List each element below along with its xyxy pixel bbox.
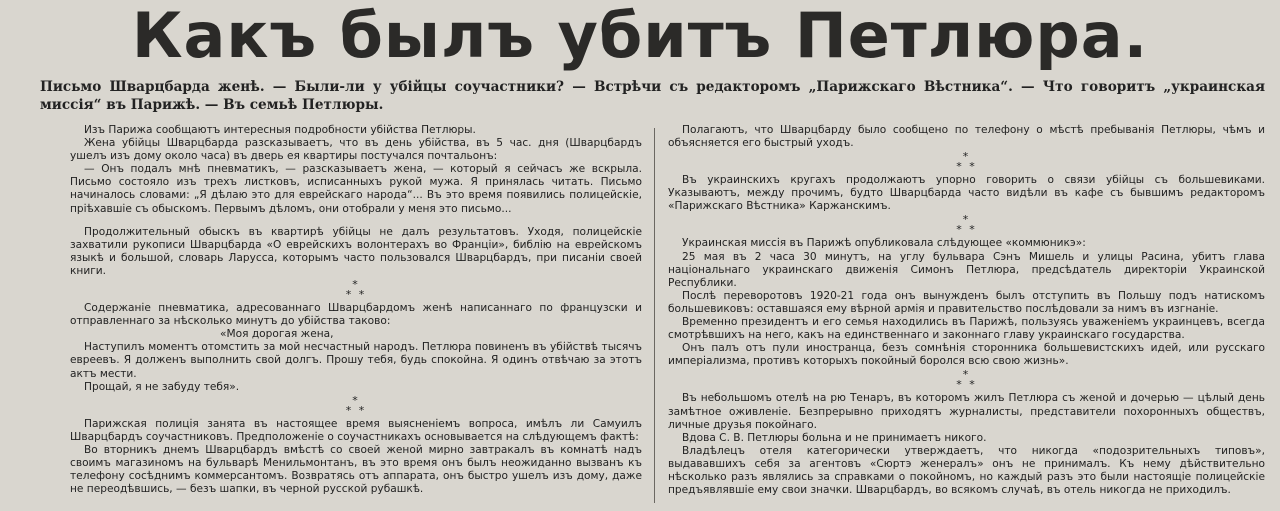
headline: Какъ былъ убитъ Петлюра. <box>131 0 1149 72</box>
article-paragraph: Вдова С. В. Петлюры больна и не принимаетъ никого. <box>682 431 987 444</box>
article-paragraph: Содержаніе пневматика, адресованнаго Шварцбардомъ женѣ написаннаго по французски и отправленнаго за нѣсколько минутъ до убійства таково: <box>70 302 642 328</box>
subheadline: Письмо Шварцбарда женѣ. — Были-ли у убійцы соучастники? — Встрѣчи съ редакторомъ „Парижскаго Вѣстника“. — Что говоритъ „украинская миссія“ въ Парижѣ. — Въ семьѣ Петлюры. <box>40 79 1265 113</box>
communique-text: 25 мая въ 2 часа 30 минутъ, на углу бульвара Сэнъ Мишель и улицы Расина, убитъ глава національнаго украинскаго движенія Симонъ Петлюра, предсѣдатель директоріи Украинской Республики. <box>668 250 1265 289</box>
separator-asterisks: * * * <box>956 368 977 392</box>
separator-asterisks: * * * <box>956 213 977 237</box>
separator-asterisks: * * * <box>345 393 367 417</box>
communique-text: Послѣ переворотовъ 1920-21 года онъ вынужденъ былъ отступить въ Польшу подъ натискомъ большевиковъ: оставшаяся ему вѣрной армія и правительство послѣдовали за нимъ въ изгнаніе. <box>668 289 1265 315</box>
letter-greeting: «Моя дорогая жена, <box>220 328 334 341</box>
article-paragraph: Изъ Парижа сообщаютъ интересныя подробности убійства Петлюры. <box>84 124 476 136</box>
article-paragraph: Парижская полиція занята въ настоящее время выясненіемъ вопроса, имѣлъ ли Самуилъ Шварцбардъ соучастниковъ. Предположеніе о соучастникахъ основывается на слѣдующемъ фактѣ: <box>70 417 642 443</box>
left-column <box>70 124 642 496</box>
article-paragraph: Продолжительный обыскъ въ квартирѣ убійцы не далъ результатовъ. Уходя, полицейскіе захватили рукописи Шварцбарда «О еврейскихъ волонтерахъ во Франціи», библію на еврейскомъ языкѣ и большой, словарь Ларусса, которымъ часто пользовался Шварцбардъ, при писаніи своей книги. <box>70 225 642 277</box>
communique-text: Онъ палъ отъ пули иностранца, безъ сомнѣнія сторонника большевистскихъ идей, или русскаго имперіализма, противъ которыхъ покойный боролся всю свою жизнь». <box>668 342 1265 368</box>
right-column <box>668 124 1265 497</box>
separator-asterisks: * * * <box>345 278 367 302</box>
article-paragraph: Жена убійцы Шварцбарда разсказываетъ, что въ день убійства, въ 5 час. дня (Шварцбардъ ушелъ изъ дому около часа) въ дверь ея квартиры постучался почтальонъ: <box>70 137 642 163</box>
article-paragraph: Во вторникъ днемъ Шварцбардъ вмѣстѣ со своей женой мирно завтракалъ въ комнатѣ надъ своимъ магазиномъ на бульварѣ Менильмонтанъ, въ это время онъ былъ неожиданно вызванъ къ телефону сосѣднимъ коммерсантомъ. Возвратясь отъ аппарата, онъ быстро ушелъ изъ дому, даже не переодѣвшись, — безъ шапки, въ черной русской рубашкѣ. <box>70 443 642 496</box>
letter-text: Наступилъ моментъ отомстить за мой несчастный народъ. Петлюра повиненъ въ убійствѣ тысячъ евреевъ. Я долженъ выполнить свой долгъ. Прошу тебя, будь спокойна. Я одинъ отвѣчаю за этотъ актъ мести. <box>70 341 642 380</box>
column-divider <box>654 128 655 503</box>
communique-text: Временно президентъ и его семья находились въ Парижѣ, пользуясь уваженіемъ украинцевъ, всегда смотрѣвшихъ на него, какъ на единственнаго и законнаго главу украинскаго государства. <box>668 316 1265 342</box>
article-paragraph: Въ небольшомъ отелѣ на рю Тенаръ, въ которомъ жилъ Петлюра съ женой и дочерью — цѣлый день замѣтное оживленіе. Безпрерывно приходятъ журналисты, представители похоронныхъ обществъ, личные друзья покойнаго. <box>668 392 1265 431</box>
article-paragraph: Украинская миссія въ Парижѣ опубликовала слѣдующее «коммюникэ»: <box>682 237 1086 250</box>
separator-asterisks: * * * <box>956 150 977 174</box>
article-paragraph: Въ украинскихъ кругахъ продолжаютъ упорно говорить о связи убійцы съ большевиками. Указываютъ, между прочимъ, будто Шварцбарда часто видѣли въ кафе съ бывшимъ редакторомъ «Парижскаго Вѣстника» Каржанскимъ. <box>668 174 1265 213</box>
letter-closing: Прощай, я не забуду тебя». <box>84 380 240 393</box>
article-paragraph: Полагаютъ, что Шварцбарду было сообщено по телефону о мѣстѣ пребыванія Петлюры, чѣмъ и объясняется его быстрый уходъ. <box>668 124 1265 150</box>
article-paragraph: Владѣлецъ отеля категорически утверждаетъ, что никогда «подозрительныхъ типовъ», выдававшихъ себя за агентовъ «Сюртэ женералъ» онъ не принималъ. Къ нему дѣйствительно нѣсколько разъ являлись за справками о покойномъ, но каждый разъ это были настоящіе полицейскіе предъявлявшіе ему свои значки. Шварцбардъ, во всякомъ случаѣ, въ отель никогда не приходилъ. <box>668 444 1265 497</box>
article-paragraph: — Онъ подалъ мнѣ пневматикъ, — разсказываетъ жена, — который я сейчасъ же вскрыла. Письмо состояло изъ трехъ листковъ, исписанныхъ рукой мужа. Я принялась читать. Письмо начиналось словами: „Я дѣлаю это для еврейскаго народа“... Въ это время появились полицейскіе, пріѣхавшіе съ обыскомъ. Первымъ дѣломъ, они отобрали у меня это письмо... <box>70 163 642 215</box>
